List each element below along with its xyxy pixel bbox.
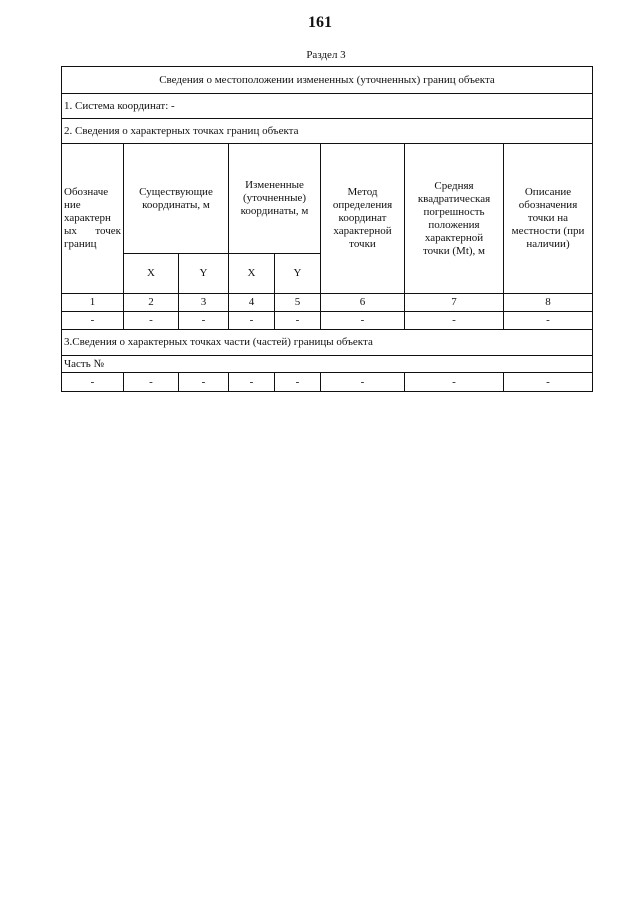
column-number: 4 — [229, 294, 275, 312]
header-existing-coords: Существующие координаты, м — [124, 144, 229, 254]
column-number: 2 — [124, 294, 179, 312]
table-cell: - — [124, 373, 179, 392]
column-number: 7 — [405, 294, 504, 312]
column-number: 3 — [179, 294, 229, 312]
header-method: Метод определения координат характерной точки — [321, 144, 405, 294]
column-number: 5 — [275, 294, 321, 312]
table-cell: - — [179, 373, 229, 392]
part-label-row — [62, 356, 593, 373]
table-cell: - — [504, 373, 593, 392]
part-heading-row — [62, 330, 593, 356]
header-error: Средняя квадратическая погрешность положения характерной точки (Mt), м — [405, 144, 504, 294]
column-number-row — [62, 294, 593, 312]
table-cell: - — [179, 312, 229, 330]
section-label: Раздел 3 — [306, 49, 346, 61]
table-cell: - — [275, 312, 321, 330]
points-heading-row — [62, 119, 593, 144]
page-number: 161 — [308, 14, 332, 31]
coord-system-label: 1. Система координат: - — [62, 94, 593, 119]
table-cell: - — [62, 373, 124, 392]
table-cell: - — [229, 312, 275, 330]
table-cell: - — [321, 373, 405, 392]
header-description: Описание обозначения точки на местности (при наличии) — [504, 144, 593, 294]
coord-system-row — [62, 94, 593, 119]
table-cell: - — [504, 312, 593, 330]
part-label: Часть № — [62, 356, 593, 373]
header-changed-coords: Измененные (уточненные) координаты, м — [229, 144, 321, 254]
part-heading: 3.Сведения о характерных точках части (частей) границы объекта — [62, 330, 593, 356]
table-cell: - — [405, 373, 504, 392]
table-cell: - — [124, 312, 179, 330]
table-cell: - — [229, 373, 275, 392]
header-changed-y: Y — [275, 254, 321, 294]
table-title-row — [62, 67, 593, 94]
column-number: 6 — [321, 294, 405, 312]
header-row — [62, 144, 593, 254]
table-row — [62, 373, 593, 392]
table-cell: - — [321, 312, 405, 330]
points-heading: 2. Сведения о характерных точках границ объекта — [62, 119, 593, 144]
column-number: 8 — [504, 294, 593, 312]
table-cell: - — [275, 373, 321, 392]
boundary-table — [61, 66, 593, 392]
column-number: 1 — [62, 294, 124, 312]
table-row — [62, 312, 593, 330]
table-cell: - — [405, 312, 504, 330]
header-designation: Обозначе ние характерн ых точек границ — [62, 144, 124, 294]
header-existing-x: X — [124, 254, 179, 294]
header-existing-y: Y — [179, 254, 229, 294]
table-title: Сведения о местоположении измененных (уточненных) границ объекта — [62, 67, 593, 94]
table-cell: - — [62, 312, 124, 330]
header-changed-x: X — [229, 254, 275, 294]
